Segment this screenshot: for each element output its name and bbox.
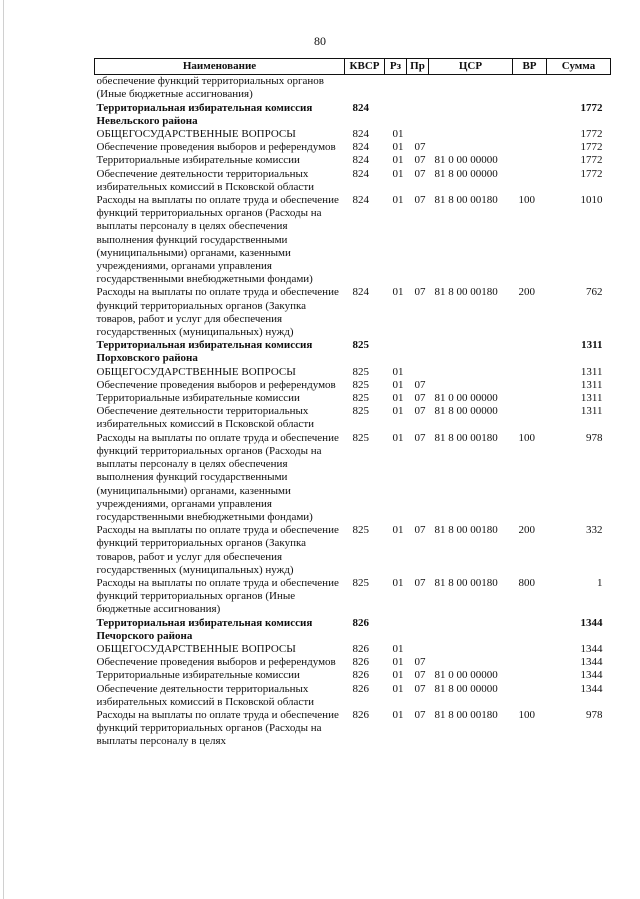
cell-name: Расходы на выплаты по оплате труда и обеспечение функций территориальных органов (Закупка товаров, работ и услуг для обеспечения государственных (муниципальных) нужд)	[96, 524, 339, 576]
cell-rz	[385, 339, 407, 365]
table-row	[95, 405, 611, 431]
cell-vr: 200	[518, 524, 535, 537]
scan-edge-line	[3, 0, 4, 899]
cell-pr: 07	[414, 431, 426, 444]
cell-kvsr: 825	[352, 339, 369, 352]
table-row	[95, 432, 611, 524]
cell-rz: 01	[392, 365, 404, 378]
cell-rz: 01	[392, 431, 404, 444]
cell-pr	[407, 75, 429, 102]
table-row	[95, 141, 611, 154]
table-row	[95, 643, 611, 656]
cell-pr	[407, 102, 429, 128]
cell-pr	[407, 643, 429, 656]
cell-pr: 07	[414, 167, 426, 180]
cell-pr: 07	[414, 708, 426, 721]
table-row	[95, 524, 611, 577]
cell-name: Расходы на выплаты по оплате труда и обеспечение функций территориальных органов (Иные бюджетные ассигнования)	[96, 576, 339, 616]
cell-sum: 1311	[581, 339, 603, 352]
header-pr: Пр	[407, 59, 429, 75]
cell-vr	[513, 683, 547, 709]
cell-rz: 01	[392, 286, 404, 299]
cell-csr	[429, 656, 513, 669]
cell-name: ОБЩЕГОСУДАРСТВЕННЫЕ ВОПРОСЫ	[96, 365, 296, 378]
table-row	[95, 128, 611, 141]
cell-vr	[513, 154, 547, 167]
cell-rz: 01	[392, 194, 404, 207]
cell-name: Расходы на выплаты по оплате труда и обеспечение функций территориальных органов (Закупка товаров, работ и услуг для обеспечения государственных (муниципальных) нужд)	[96, 286, 339, 339]
cell-sum: 1344	[580, 669, 603, 682]
cell-kvsr: 826	[352, 669, 369, 682]
table-row	[95, 75, 611, 102]
cell-vr	[513, 128, 547, 141]
cell-csr	[429, 141, 513, 154]
cell-csr: 81 8 00 00000	[434, 405, 498, 418]
table-body	[95, 75, 611, 749]
cell-name: ОБЩЕГОСУДАРСТВЕННЫЕ ВОПРОСЫ	[96, 642, 296, 655]
cell-name: ОБЩЕГОСУДАРСТВЕННЫЕ ВОПРОСЫ	[96, 128, 296, 141]
cell-name: Обеспечение проведения выборов и референдумов	[96, 141, 336, 154]
cell-csr: 81 0 00 00000	[434, 154, 498, 167]
cell-sum: 1344	[580, 682, 603, 695]
cell-kvsr	[345, 75, 385, 102]
cell-rz: 01	[392, 167, 404, 180]
cell-vr	[513, 379, 547, 392]
header-rz: Рз	[385, 59, 407, 75]
cell-kvsr: 826	[352, 708, 369, 721]
cell-kvsr: 825	[352, 431, 369, 444]
cell-csr	[429, 366, 513, 379]
cell-name: Обеспечение деятельности территориальных избирательных комиссий в Псковской области	[96, 405, 315, 431]
cell-csr: 81 8 00 00180	[434, 708, 498, 721]
cell-vr	[513, 339, 547, 365]
cell-sum: 1772	[580, 141, 603, 154]
header-csr: ЦСР	[429, 59, 513, 75]
cell-rz: 01	[392, 405, 404, 418]
cell-kvsr: 824	[352, 141, 369, 154]
header-name: Наименование	[95, 59, 345, 75]
cell-vr	[513, 643, 547, 656]
cell-name: Обеспечение деятельности территориальных избирательных комиссий в Псковской области	[96, 682, 315, 708]
cell-name: Территориальная избирательная комиссия Печорского района	[96, 616, 313, 642]
cell-csr: 81 8 00 00180	[434, 576, 498, 589]
header-kvsr: КВСР	[345, 59, 385, 75]
cell-sum: 1010	[580, 194, 603, 207]
cell-pr: 07	[414, 682, 426, 695]
cell-pr: 07	[414, 524, 426, 537]
table-row	[95, 286, 611, 339]
cell-rz: 01	[392, 708, 404, 721]
cell-pr: 07	[414, 656, 426, 669]
cell-sum: 1344	[580, 642, 603, 655]
cell-csr: 81 0 00 00000	[434, 669, 498, 682]
cell-rz	[385, 75, 407, 102]
cell-csr: 81 8 00 00180	[434, 286, 498, 299]
cell-sum: 1311	[580, 405, 603, 418]
table-row	[95, 669, 611, 682]
cell-rz: 01	[392, 524, 404, 537]
table-row	[95, 379, 611, 392]
cell-csr: 81 8 00 00000	[434, 167, 498, 180]
cell-rz: 01	[392, 682, 404, 695]
cell-kvsr: 824	[352, 194, 369, 207]
cell-kvsr: 825	[352, 405, 369, 418]
table-row	[95, 168, 611, 194]
cell-sum: 1	[597, 576, 603, 589]
cell-sum: 762	[586, 286, 603, 299]
cell-sum: 1772	[580, 167, 603, 180]
cell-name: Территориальные избирательные комиссии	[96, 669, 300, 682]
table-row	[95, 392, 611, 405]
cell-csr: 81 8 00 00180	[434, 524, 498, 537]
cell-sum: 1772	[580, 154, 603, 167]
cell-name: Территориальная избирательная комиссия Невельского района	[96, 101, 313, 127]
cell-vr	[513, 168, 547, 194]
cell-kvsr: 826	[352, 616, 369, 629]
cell-vr	[513, 366, 547, 379]
cell-pr	[407, 617, 429, 643]
cell-sum	[547, 75, 611, 102]
cell-sum: 978	[586, 708, 603, 721]
cell-rz: 01	[392, 656, 404, 669]
cell-sum: 1344	[580, 616, 603, 629]
cell-pr: 07	[414, 286, 426, 299]
cell-csr	[429, 128, 513, 141]
cell-sum: 1772	[580, 128, 603, 141]
cell-vr: 800	[518, 576, 535, 589]
cell-kvsr: 824	[352, 154, 369, 167]
cell-kvsr: 825	[352, 576, 369, 589]
cell-pr: 07	[414, 405, 426, 418]
cell-kvsr: 824	[352, 286, 369, 299]
table-row	[95, 577, 611, 617]
cell-kvsr: 824	[352, 167, 369, 180]
cell-csr	[429, 617, 513, 643]
cell-name: Территориальные избирательные комиссии	[96, 154, 300, 167]
cell-csr: 81 8 00 00180	[434, 431, 498, 444]
cell-csr: 81 8 00 00180	[434, 194, 498, 207]
cell-vr: 100	[518, 194, 535, 207]
cell-name: Территориальная избирательная комиссия Порховского района	[96, 339, 313, 365]
cell-rz: 01	[392, 141, 404, 154]
table-row	[95, 617, 611, 643]
cell-vr	[513, 617, 547, 643]
cell-name: Территориальные избирательные комиссии	[96, 392, 300, 405]
cell-pr: 07	[414, 194, 426, 207]
cell-vr: 100	[518, 708, 535, 721]
cell-name: Расходы на выплаты по оплате труда и обеспечение функций территориальных органов (Расходы на выплаты персоналу в целях	[96, 708, 339, 748]
cell-name: Расходы на выплаты по оплате труда и обеспечение функций территориальных органов (Расходы на выплаты персоналу в целях обеспечения выполнения функций государственными (муниципальными) органами, казенными учреждениями, органами управления государственными внебюджетными фондами)	[96, 194, 339, 286]
cell-name: обеспечение функций территориальных органов (Иные бюджетные ассигнования)	[96, 75, 324, 101]
budget-table	[94, 58, 611, 749]
cell-csr	[429, 102, 513, 128]
table-row	[95, 154, 611, 167]
cell-csr	[429, 75, 513, 102]
cell-sum: 1311	[580, 378, 603, 391]
cell-pr: 07	[414, 392, 426, 405]
cell-csr	[429, 379, 513, 392]
cell-name: Расходы на выплаты по оплате труда и обеспечение функций территориальных органов (Расходы на выплаты персоналу в целях обеспечения выполнения функций государственными (муниципальными) органами, казенными учреждениями, органами управления государственными внебюджетными фондами)	[96, 431, 339, 523]
cell-vr: 200	[518, 286, 535, 299]
cell-rz: 01	[392, 669, 404, 682]
cell-pr: 07	[414, 576, 426, 589]
cell-vr	[513, 656, 547, 669]
page-number: 80	[314, 34, 326, 48]
table-header	[95, 59, 611, 75]
cell-kvsr: 824	[352, 128, 369, 141]
header-sum: Сумма	[547, 59, 611, 75]
cell-kvsr: 825	[352, 392, 369, 405]
cell-vr	[513, 141, 547, 154]
cell-sum: 1772	[580, 101, 603, 114]
cell-sum: 1311	[580, 392, 603, 405]
cell-rz: 01	[392, 642, 404, 655]
table-row	[95, 366, 611, 379]
cell-kvsr: 825	[352, 365, 369, 378]
cell-rz: 01	[392, 154, 404, 167]
table-row	[95, 194, 611, 286]
cell-pr: 07	[414, 141, 426, 154]
cell-rz	[385, 617, 407, 643]
table-row	[95, 339, 611, 365]
header-vr: ВР	[513, 59, 547, 75]
cell-rz: 01	[392, 378, 404, 391]
cell-vr	[513, 405, 547, 431]
cell-name: Обеспечение проведения выборов и референдумов	[96, 378, 336, 391]
cell-name: Обеспечение проведения выборов и референдумов	[96, 656, 336, 669]
cell-rz: 01	[392, 392, 404, 405]
cell-kvsr: 825	[352, 378, 369, 391]
table-row	[95, 709, 611, 749]
cell-kvsr: 825	[352, 524, 369, 537]
cell-rz: 01	[392, 128, 404, 141]
table-row	[95, 102, 611, 128]
cell-csr: 81 0 00 00000	[434, 392, 498, 405]
cell-vr: 100	[518, 431, 535, 444]
cell-pr: 07	[414, 154, 426, 167]
cell-csr: 81 8 00 00000	[434, 682, 498, 695]
cell-vr	[513, 102, 547, 128]
table-row	[95, 656, 611, 669]
cell-sum: 332	[586, 524, 603, 537]
cell-pr: 07	[414, 378, 426, 391]
cell-rz: 01	[392, 576, 404, 589]
cell-sum: 1311	[580, 365, 603, 378]
cell-rz	[385, 102, 407, 128]
cell-name: Обеспечение деятельности территориальных избирательных комиссий в Псковской области	[96, 167, 315, 193]
cell-vr	[513, 392, 547, 405]
cell-sum: 978	[586, 431, 603, 444]
cell-pr: 07	[414, 669, 426, 682]
cell-csr	[429, 643, 513, 656]
cell-pr	[407, 128, 429, 141]
cell-pr	[407, 339, 429, 365]
cell-vr	[513, 75, 547, 102]
cell-kvsr: 824	[352, 101, 369, 114]
cell-vr	[513, 669, 547, 682]
cell-pr	[407, 366, 429, 379]
cell-sum: 1344	[580, 656, 603, 669]
cell-kvsr: 826	[352, 656, 369, 669]
cell-kvsr: 826	[352, 682, 369, 695]
table-row	[95, 683, 611, 709]
cell-csr	[429, 339, 513, 365]
cell-kvsr: 826	[352, 642, 369, 655]
